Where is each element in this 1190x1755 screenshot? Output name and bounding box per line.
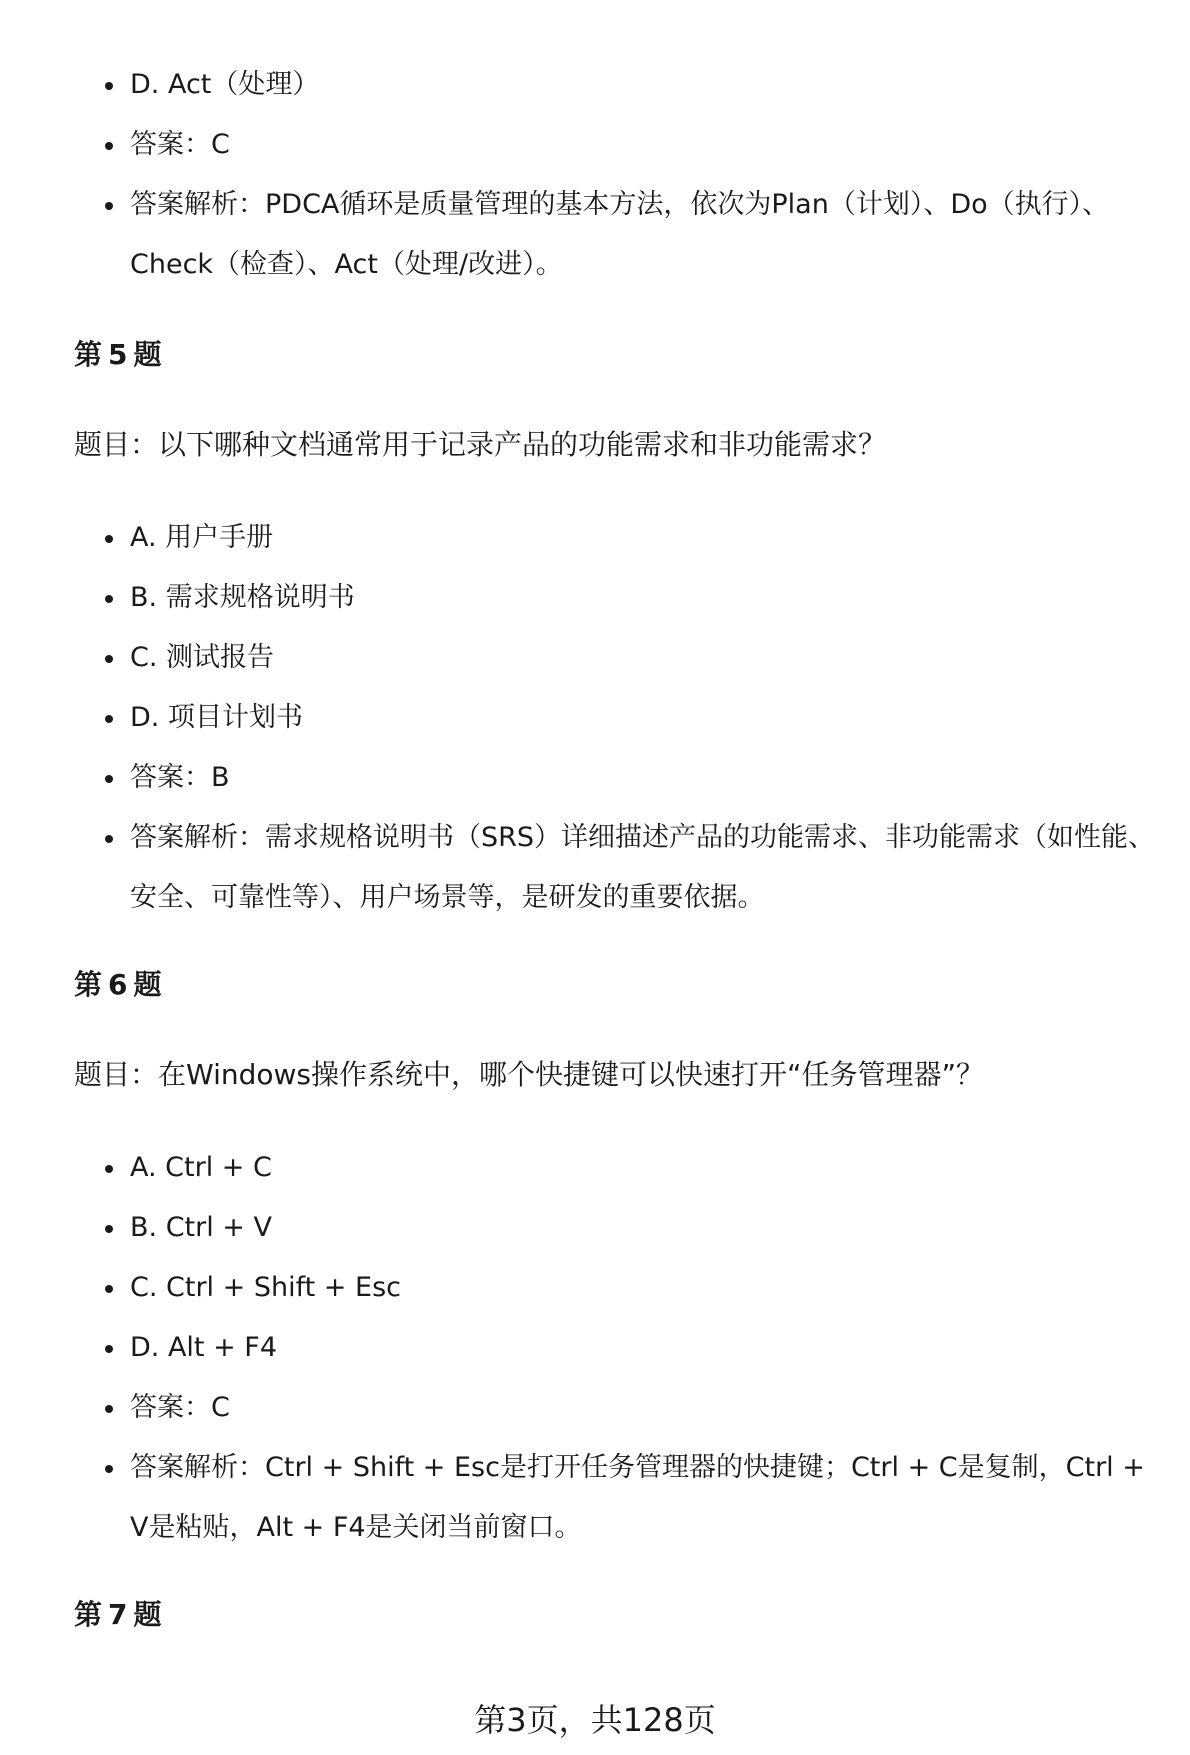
q5-option-c: C. 测试报告 — [130, 628, 274, 688]
q5-heading-suffix: 题 — [133, 338, 162, 371]
q6-option-a: A. Ctrl + C — [130, 1138, 272, 1198]
q6-option-c: C. Ctrl + Shift + Esc — [130, 1258, 401, 1318]
q5-heading-prefix: 第 — [74, 338, 103, 371]
q7-number: 7 — [108, 1598, 128, 1631]
q6-heading-prefix: 第 — [74, 968, 103, 1001]
q6-explanation: 答案解析：Ctrl + Shift + Esc是打开任务管理器的快捷键；Ctrl + C是复制，Ctrl + V是粘贴，Alt + F4是关闭当前窗口。 — [130, 1438, 1165, 1558]
q6-option-d: D. Alt + F4 — [130, 1318, 277, 1378]
page-number-footer: 第3页，共128页 — [474, 1701, 716, 1739]
q7-heading — [74, 1595, 162, 1635]
q5-number: 5 — [108, 338, 128, 371]
q7-heading-suffix: 题 — [133, 1598, 162, 1631]
q5-heading — [74, 335, 162, 375]
q4-answer: 答案：C — [130, 115, 230, 175]
q5-option-a: A. 用户手册 — [130, 508, 273, 568]
q4-explanation: 答案解析：PDCA循环是质量管理的基本方法，依次为Plan（计划）、Do（执行）、Check（检查）、Act（处理/改进）。 — [130, 175, 1165, 295]
q6-option-b: B. Ctrl + V — [130, 1198, 272, 1258]
q5-answer: 答案：B — [130, 748, 230, 808]
q6-answer: 答案：C — [130, 1378, 230, 1438]
q6-heading — [74, 965, 162, 1005]
q6-heading-suffix: 题 — [133, 968, 162, 1001]
q5-option-b: B. 需求规格说明书 — [130, 568, 355, 628]
q5-question: 题目：以下哪种文档通常用于记录产品的功能需求和非功能需求？ — [74, 428, 887, 461]
q7-heading-prefix: 第 — [74, 1598, 103, 1631]
q5-explanation: 答案解析：需求规格说明书（SRS）详细描述产品的功能需求、非功能需求（如性能、安全、可靠性等）、用户场景等，是研发的重要依据。 — [130, 808, 1165, 928]
q6-number: 6 — [108, 968, 128, 1001]
q4-option-d: D. Act（处理） — [130, 55, 319, 115]
q6-question: 题目：在Windows操作系统中，哪个快捷键可以快速打开“任务管理器”？ — [74, 1058, 985, 1091]
q5-option-d: D. 项目计划书 — [130, 688, 303, 748]
